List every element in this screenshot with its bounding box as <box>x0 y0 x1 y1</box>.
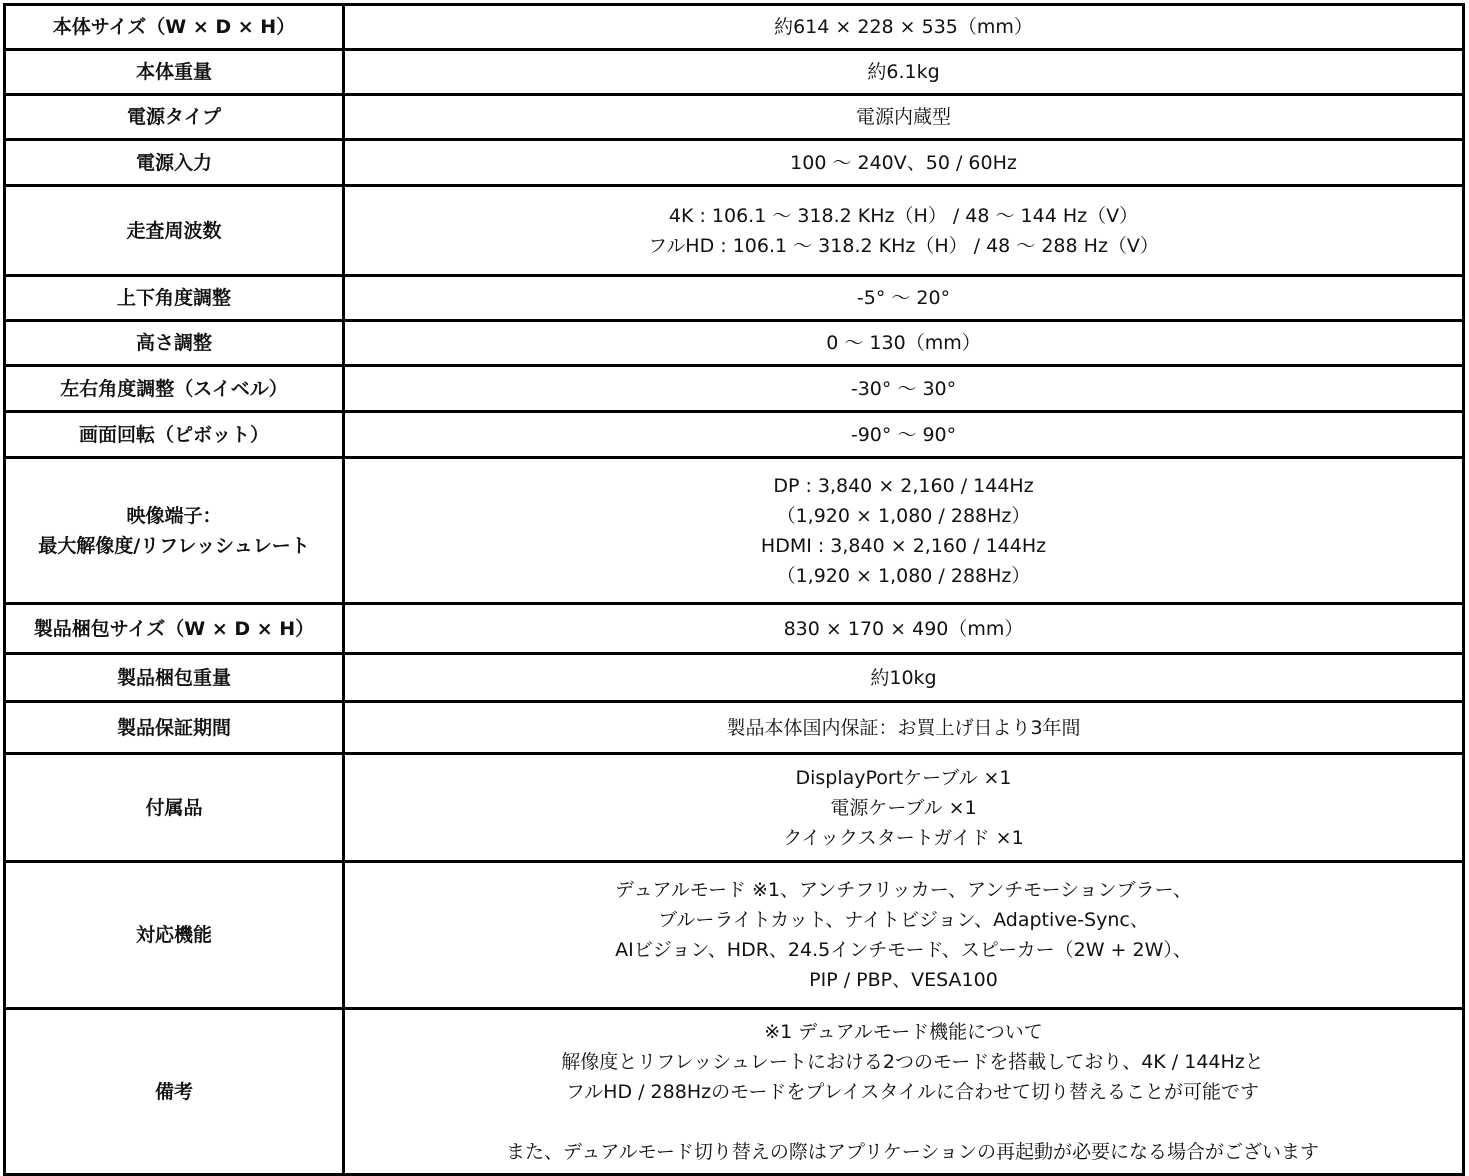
row-label: 製品梱包重量 <box>5 654 344 702</box>
table-row-power-input <box>5 140 1464 186</box>
table-row-scan-frequency <box>5 186 1464 276</box>
row-label: 電源タイプ <box>5 95 344 140</box>
table-row-warranty <box>5 702 1464 754</box>
note-line: フルHD / 288Hzのモードをプレイスタイルに合わせて切り替えることが可能です <box>565 1080 1260 1103</box>
table-row-body-weight <box>5 50 1464 95</box>
row-value <box>344 5 1464 50</box>
table-row-pivot <box>5 412 1464 458</box>
value-line: -90° ～ 90° <box>850 423 957 446</box>
value-line: 4K : 106.1 ～ 318.2 KHz（H） / 48 ～ 144 Hz（V） <box>668 204 1139 227</box>
table-row-package-weight <box>5 654 1464 702</box>
value-line: -30° ～ 30° <box>850 377 957 400</box>
row-label: 備考 <box>5 1009 344 1175</box>
table-row-height-adjust <box>5 321 1464 366</box>
value-line: デュアルモード ※1、アンチフリッカー、アンチモーションブラー、 <box>615 879 1192 901</box>
row-value <box>344 366 1464 412</box>
value-line: AIビジョン、HDR、24.5インチモード、スピーカー（2W + 2W）、 <box>615 939 1192 961</box>
value-line: ブルーライトカット、ナイトビジョン、Adaptive-Sync、 <box>658 909 1149 931</box>
table-row-features <box>5 862 1464 1009</box>
value-line: 電源内蔵型 <box>855 106 951 128</box>
table-row-tilt <box>5 276 1464 321</box>
value-line: 0 ～ 130（mm） <box>826 332 981 354</box>
row-label: 本体重量 <box>5 50 344 95</box>
value-line: （1,920 × 1,080 / 288Hz） <box>776 564 1031 587</box>
row-value <box>344 50 1464 95</box>
value-line: HDMI : 3,840 × 2,160 / 144Hz <box>760 534 1047 557</box>
table-row-notes <box>5 1009 1464 1175</box>
row-value <box>344 95 1464 140</box>
table-row-video-inputs <box>5 458 1464 604</box>
row-label: 電源入力 <box>5 140 344 186</box>
row-label: 対応機能 <box>5 862 344 1009</box>
table-row-package-size <box>5 604 1464 654</box>
row-value <box>344 412 1464 458</box>
notes-value <box>344 1009 1464 1175</box>
row-value <box>344 276 1464 321</box>
table-row-power-type <box>5 95 1464 140</box>
row-label: 走査周波数 <box>5 186 344 276</box>
row-label: 上下角度調整 <box>5 276 344 321</box>
row-label: 製品梱包サイズ（W × D × H） <box>5 604 344 654</box>
row-value <box>344 458 1464 604</box>
row-value <box>344 604 1464 654</box>
row-label: 付属品 <box>5 754 344 862</box>
value-line: 約10kg <box>870 666 937 689</box>
value-line: フルHD : 106.1 ～ 318.2 KHz（H） / 48 ～ 288 Hz（V） <box>648 234 1159 257</box>
value-line: DisplayPortケーブル ×1 <box>795 766 1012 789</box>
value-line: 約6.1kg <box>867 61 940 83</box>
row-label: 本体サイズ（W × D × H） <box>5 5 344 50</box>
row-label: 左右角度調整（スイベル） <box>5 366 344 412</box>
label-line: 映像端子： <box>126 504 222 527</box>
value-line: -5° ～ 20° <box>856 287 951 309</box>
value-line: PIP / PBP、VESA100 <box>809 969 998 991</box>
value-line: （1,920 × 1,080 / 288Hz） <box>776 504 1031 527</box>
value-line: 約614 × 228 × 535（mm） <box>774 16 1033 38</box>
spec-table <box>3 3 1465 1176</box>
table-row-swivel <box>5 366 1464 412</box>
note-line: また、デュアルモード切り替えの際はアプリケーションの再起動が必要になる場合がございます <box>505 1140 1319 1163</box>
value-line: DP : 3,840 × 2,160 / 144Hz <box>773 474 1034 497</box>
note-heading: ※1 デュアルモード機能について <box>764 1020 1043 1043</box>
row-value <box>344 754 1464 862</box>
row-label: 画面回転（ピボット） <box>5 412 344 458</box>
value-line: クイックスタートガイド ×1 <box>783 826 1024 849</box>
note-blank-line <box>345 1107 1462 1137</box>
value-line: 830 × 170 × 490（mm） <box>783 617 1024 640</box>
value-line: 製品本体国内保証：お買上げ日より3年間 <box>726 716 1081 739</box>
row-value <box>344 702 1464 754</box>
row-value <box>344 140 1464 186</box>
row-value <box>344 654 1464 702</box>
note-line: 解像度とリフレッシュレートにおける2つのモードを搭載しており、4K / 144Hzと <box>561 1050 1264 1073</box>
row-label: 高さ調整 <box>5 321 344 366</box>
row-value <box>344 186 1464 276</box>
table-row-accessories <box>5 754 1464 862</box>
row-value <box>344 321 1464 366</box>
value-line: 電源ケーブル ×1 <box>830 796 977 819</box>
table-row-body-size <box>5 5 1464 50</box>
row-value <box>344 862 1464 1009</box>
row-label <box>5 458 344 604</box>
value-line: 100 ～ 240V、50 / 60Hz <box>790 151 1017 174</box>
label-line: 最大解像度/リフレッシュレート <box>38 534 310 557</box>
row-label: 製品保証期間 <box>5 702 344 754</box>
